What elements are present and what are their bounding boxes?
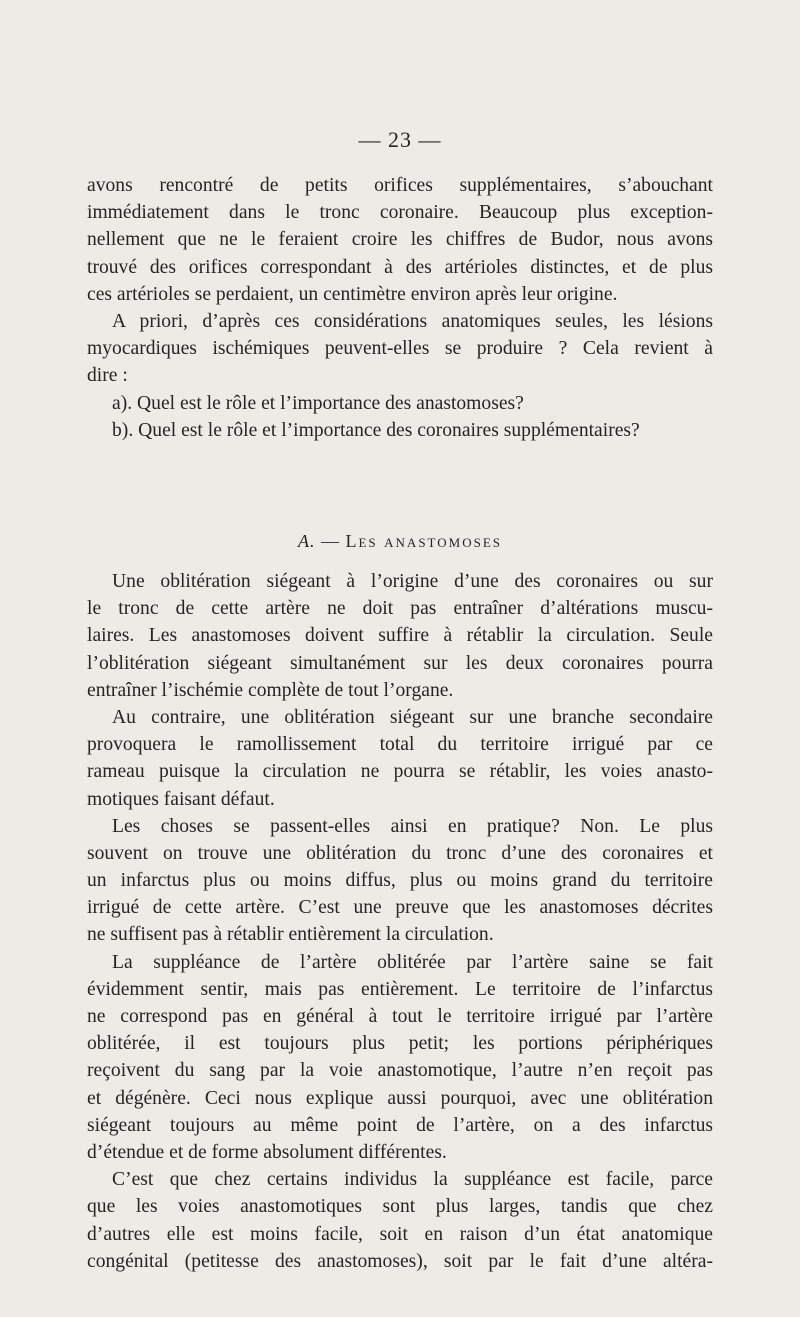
text-line: La suppléance de l’artère oblitérée par l’artère saine se fait	[112, 951, 713, 973]
text-line: souvent on trouve une oblitération du tronc d’une des coronaires et	[87, 842, 713, 864]
text-line: Une oblitération siégeant à l’origine d’une des coronaires ou sur	[112, 571, 713, 592]
text-line: siégeant toujours au même point de l’artère, on a des infarctus	[87, 1114, 713, 1136]
text-line: congénital (petitesse des anastomoses), soit par le fait d’une altéra-	[87, 1250, 713, 1272]
text-line: nellement que ne le feraient croire les chiffres de Budor, nous avons	[87, 229, 713, 251]
text-line: immédiatement dans le tronc coronaire. Beaucoup plus exception-	[87, 202, 713, 224]
text-line: rameau puisque la circulation ne pourra se rétablir, les voies anasto-	[87, 761, 713, 783]
question-a: a). Quel est le rôle et l’importance des anastomoses?	[112, 392, 524, 414]
text-line: motiques faisant défaut.	[87, 788, 275, 810]
text-line: reçoivent du sang par la voie anastomotique, l’autre n’en reçoit pas	[87, 1060, 713, 1082]
text-line: évidemment sentir, mais pas entièrement. Le territoire de l’infarctus	[87, 978, 713, 1000]
text-line: que les voies anastomotiques sont plus larges, tandis que chez	[87, 1196, 713, 1218]
text-line: ne correspond pas en général à tout le territoire irrigué par l’artère	[87, 1006, 713, 1027]
text-line: A priori, d’après ces considérations anatomiques seules, les lésions	[112, 310, 713, 332]
text-line: myocardiques ischémiques peuvent-elles se produire ? Cela revient à	[87, 338, 713, 360]
text-line: C’est que chez certains individus la suppléance est facile, parce	[112, 1169, 713, 1191]
text-line: ces artérioles se perdaient, un centimètre environ après leur origine.	[87, 283, 618, 305]
section-letter: A.	[297, 531, 316, 551]
text-line: et dégénère. Ceci nous explique aussi pourquoi, avec une oblitération	[87, 1087, 713, 1109]
text-line: ne suffisent pas à rétablir entièrement la circulation.	[87, 924, 494, 946]
section-dash: —	[320, 531, 340, 551]
text-line: un infarctus plus ou moins diffus, plus ou moins grand du territoire	[87, 870, 713, 892]
text-line: le tronc de cette artère ne doit pas entraîner d’altérations muscu-	[87, 598, 713, 620]
text-line: Les choses se passent-elles ainsi en pratique? Non. Le plus	[112, 815, 713, 837]
text-line: l’oblitération siégeant simultanément sur les deux coronaires pourra	[87, 652, 713, 674]
text-line: trouvé des orifices correspondant à des artérioles distinctes, et de plus	[87, 256, 713, 278]
question-b: b). Quel est le rôle et l’importance des coronaires supplémentaires?	[112, 419, 640, 441]
text-line: provoquera le ramollissement total du territoire irrigué par ce	[87, 734, 713, 756]
page-number: — 23 —	[358, 127, 442, 152]
text-line: entraîner l’ischémie complète de tout l’organe.	[87, 679, 454, 701]
text-line: irrigué de cette artère. C’est une preuve que les anastomoses décrites	[87, 897, 713, 919]
text-line: laires. Les anastomoses doivent suffire à rétablir la circulation. Seule	[87, 625, 713, 647]
intro-text-block	[87, 172, 713, 444]
section-heading	[0, 531, 800, 552]
text-line: oblitérée, il est toujours plus petit; les portions périphériques	[87, 1033, 713, 1055]
section-title: Les anastomoses	[345, 531, 502, 551]
text-line: Au contraire, une oblitération siégeant sur une branche secondaire	[112, 706, 713, 728]
text-line: dire :	[87, 365, 128, 387]
text-line: d’étendue et de forme absolument différentes.	[87, 1141, 447, 1163]
text-line: d’autres elle est moins facile, soit en raison d’un état anatomique	[87, 1223, 713, 1245]
body-text-block	[87, 568, 713, 1275]
text-line: avons rencontré de petits orifices supplémentaires, s’abouchant	[87, 175, 713, 196]
